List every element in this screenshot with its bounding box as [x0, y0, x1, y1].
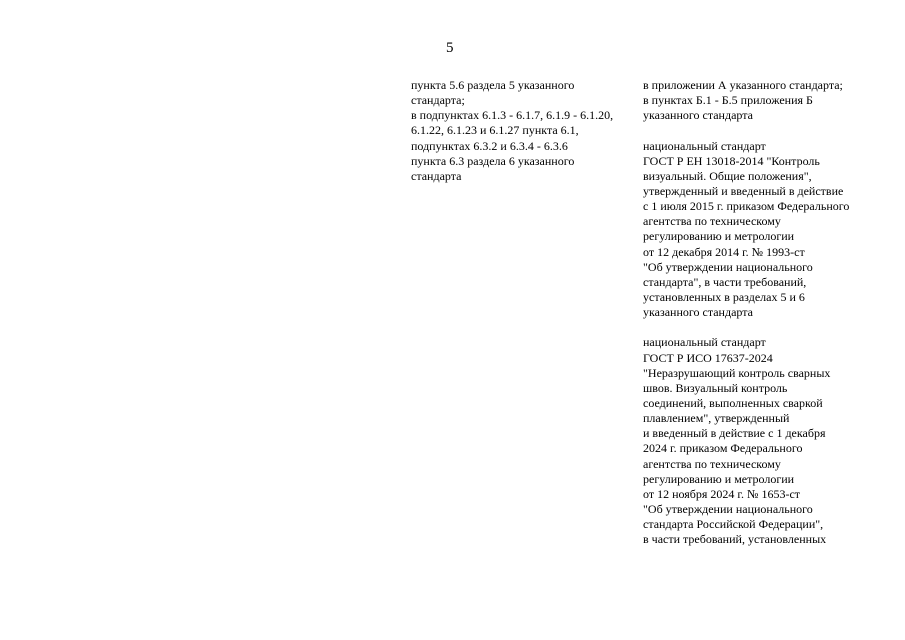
text-line: регулированию и метрологии	[643, 229, 795, 244]
text-line: утвержденный и введенный в действие	[643, 183, 844, 198]
text-line: агентства по техническому	[643, 456, 781, 471]
text-paragraph	[643, 139, 883, 321]
paragraph-gap	[643, 320, 883, 335]
text-line: с 1 июля 2015 г. приказом Федерального	[643, 199, 850, 214]
text-line: плавлением", утвержденный	[643, 411, 790, 426]
text-line: стандарта Российской Федерации",	[643, 517, 824, 532]
text-line: "Об утверждении национального	[643, 259, 813, 274]
text-line: в пунктах Б.1 - Б.5 приложения Б	[643, 93, 813, 108]
text-line: от 12 ноября 2024 г. № 1653-ст	[643, 486, 801, 501]
right-text-column	[643, 78, 883, 547]
text-line: швов. Визуальный контроль	[643, 380, 788, 395]
text-line: стандарта	[411, 168, 462, 183]
text-line: пункта 5.6 раздела 5 указанного	[411, 78, 575, 92]
text-line: национальный стандарт	[643, 335, 766, 350]
text-line: в части требований, установленных	[643, 532, 827, 547]
text-line: пункта 6.3 раздела 6 указанного	[411, 153, 575, 168]
text-line: стандарта;	[411, 93, 465, 108]
text-line: 6.1.22, 6.1.23 и 6.1.27 пункта 6.1,	[411, 123, 579, 138]
text-paragraph	[643, 78, 883, 123]
text-line: регулированию и метрологии	[643, 471, 795, 486]
text-line: агентства по техническому	[643, 214, 781, 229]
text-line: установленных в разделах 5 и 6	[643, 289, 805, 304]
text-line: указанного стандарта	[643, 305, 753, 320]
left-text-column	[411, 78, 636, 184]
text-line: и введенный в действие с 1 декабря	[643, 426, 826, 441]
text-line: "Об утверждении национального	[643, 501, 813, 516]
text-line: от 12 декабря 2014 г. № 1993-ст	[643, 244, 805, 259]
paragraph-gap	[643, 123, 883, 138]
page-number: 5	[446, 40, 454, 56]
text-line: в приложении А указанного стандарта;	[643, 78, 843, 92]
text-line: стандарта", в части требований,	[643, 274, 807, 289]
text-paragraph	[643, 335, 883, 547]
text-line: национальный стандарт	[643, 138, 766, 153]
text-line: соединений, выполненных сваркой	[643, 395, 823, 410]
text-line: в подпунктах 6.1.3 - 6.1.7, 6.1.9 - 6.1.20,	[411, 108, 614, 123]
text-line: указанного стандарта	[643, 108, 753, 123]
text-line: "Неразрушающий контроль сварных	[643, 365, 831, 380]
text-line: подпунктах 6.3.2 и 6.3.4 - 6.3.6	[411, 138, 568, 153]
text-line: ГОСТ Р ИСО 17637-2024	[643, 350, 773, 365]
text-line: визуальный. Общие положения",	[643, 168, 812, 183]
text-line: 2024 г. приказом Федерального	[643, 441, 803, 456]
text-line: ГОСТ Р ЕН 13018-2014 "Контроль	[643, 153, 820, 168]
